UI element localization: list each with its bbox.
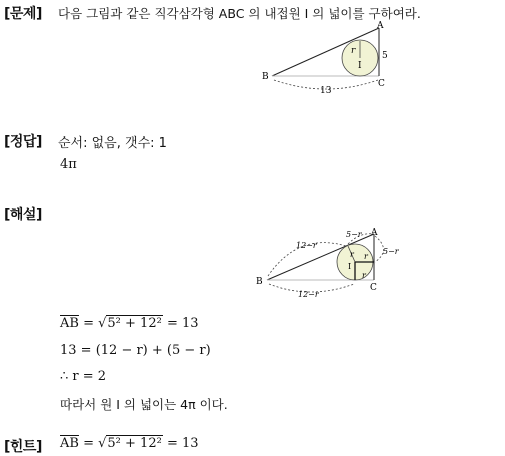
top-right-seg-label: 5−r [346, 230, 362, 239]
answer-info: 순서: 없음, 갯수: 1 [58, 136, 167, 151]
vertex-c: C [378, 79, 385, 89]
sqrt-expression: 5² + 12² [107, 316, 162, 331]
side-bc-label: 13 [320, 86, 332, 96]
top-seg-label: 12−r [296, 241, 317, 250]
problem-label: [문제] [4, 6, 42, 22]
solution-label: [해설] [4, 207, 42, 223]
vertex-a: A [371, 228, 378, 238]
right-seg-label: 5−r [383, 247, 399, 256]
segment-ab: $\overline{AB}$ [60, 316, 79, 331]
r3-label: r [362, 271, 366, 280]
vertex-b: B [262, 72, 269, 82]
segment-ab: $\overline{AB}$ [60, 436, 79, 451]
r2-label: r [364, 252, 368, 261]
hint-label: [힌트] [4, 439, 42, 455]
sqrt-expression: 5² + 12² [107, 436, 162, 451]
rhs: = 13 [166, 316, 199, 331]
bottom-seg-label: 12−r [298, 290, 319, 299]
answer-label: [정답] [4, 134, 42, 150]
solution-line-3: ∴ r = 2 [60, 369, 107, 384]
center-label: I [348, 262, 352, 271]
r1-label: r [350, 250, 354, 259]
rhs: = 13 [166, 436, 199, 451]
solution-line-4: 따라서 원 I 의 넓이는 4π 이다. [60, 397, 228, 412]
vertex-a: A [377, 21, 384, 31]
radius-label: r [351, 46, 356, 56]
solution-line-1: $\overline{AB} = √5^2 + 12^2 = 13$ [60, 316, 199, 331]
problem-figure [258, 20, 398, 98]
problem-text: 다음 그림과 같은 직각삼각형 ABC 의 내접원 I 의 넓이를 구하여라. [58, 6, 421, 21]
hint-line: $\overline{AB} = √5^2 + 12^2 = 13$ [60, 436, 199, 451]
solution-figure [250, 224, 410, 302]
side-ac-label: 5 [382, 51, 388, 61]
answer-value: 4π [60, 157, 77, 172]
center-label: I [358, 61, 362, 71]
vertex-c: C [370, 283, 377, 293]
vertex-b: B [256, 277, 263, 287]
solution-line-2: 13 = (12 − r) + (5 − r) [60, 343, 211, 358]
